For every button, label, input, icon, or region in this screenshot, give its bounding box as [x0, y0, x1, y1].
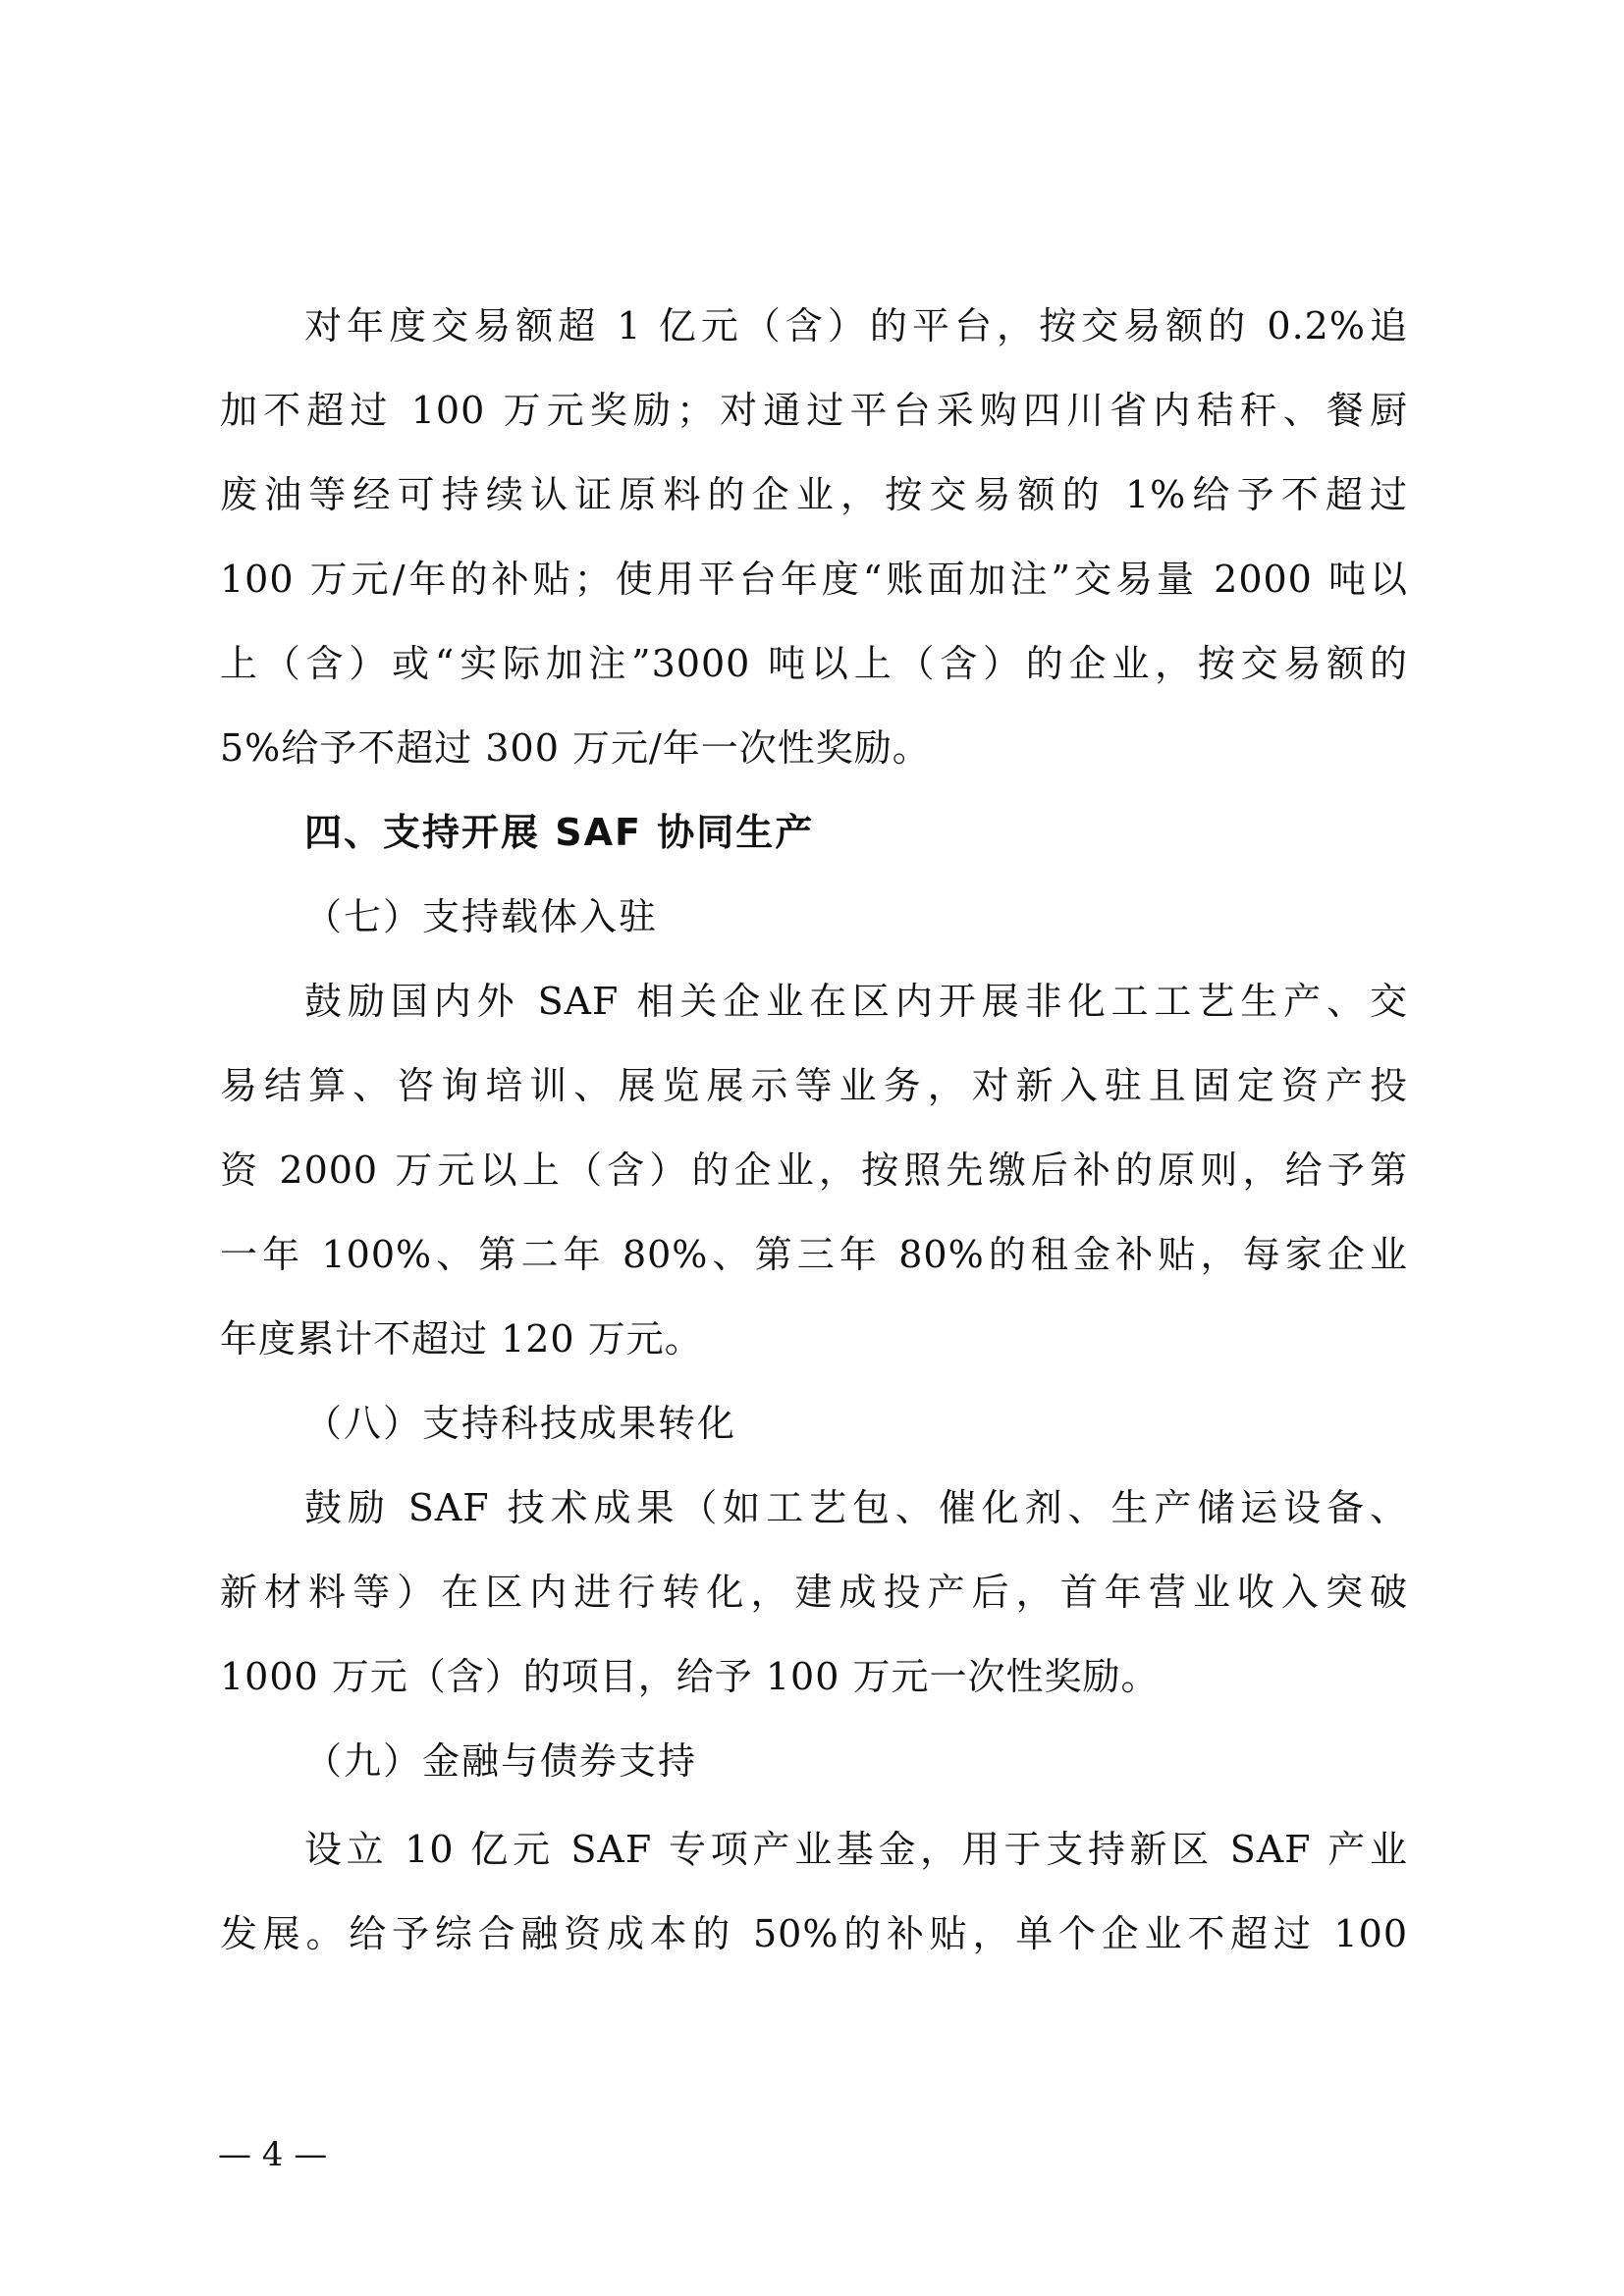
subsection-heading: （九）金融与债券支持 [304, 1739, 698, 1783]
paragraph-line: 一年 100%、第二年 80%、第三年 80%的租金补贴，每家企业 [220, 1233, 1408, 1276]
paragraph-line: 5%给予不超过 300 万元/年一次性奖励。 [220, 726, 931, 770]
paragraph-line: 鼓励国内外 SAF 相关企业在区内开展非化工工艺生产、交 [304, 980, 1408, 1023]
paragraph-line: 年度累计不超过 120 万元。 [220, 1317, 703, 1361]
paragraph-line: 资 2000 万元以上（含）的企业，按照先缴后补的原则，给予第 [220, 1148, 1408, 1192]
paragraph-line: 加不超过 100 万元奖励；对通过平台采购四川省内秸秆、餐厨 [220, 389, 1408, 432]
paragraph-line: 发展。给予综合融资成本的 50%的补贴，单个企业不超过 100 [220, 1912, 1408, 1955]
section-heading: 四、支持开展 SAF 协同生产 [304, 811, 815, 854]
paragraph-line: 设立 10 亿元 SAF 专项产业基金，用于支持新区 SAF 产业 [304, 1828, 1408, 1871]
subsection-heading: （七）支持载体入驻 [304, 895, 659, 938]
paragraph-line: 100 万元/年的补贴；使用平台年度“账面加注”交易量 2000 吨以 [220, 558, 1408, 601]
paragraph-line: 对年度交易额超 1 亿元（含）的平台，按交易额的 0.2%追 [304, 304, 1408, 347]
paragraph-line: 上（含）或“实际加注”3000 吨以上（含）的企业，按交易额的 [220, 642, 1408, 685]
page-number: — 4 — [218, 2135, 328, 2174]
paragraph-line: 1000 万元（含）的项目，给予 100 万元一次性奖励。 [220, 1655, 1160, 1698]
paragraph-line: 新材料等）在区内进行转化，建成投产后，首年营业收入突破 [220, 1571, 1408, 1614]
paragraph-line: 易结算、咨询培训、展览展示等业务，对新入驻且固定资产投 [220, 1064, 1408, 1107]
subsection-heading: （八）支持科技成果转化 [304, 1402, 737, 1445]
paragraph-line: 废油等经可持续认证原料的企业，按交易额的 1%给予不超过 [220, 473, 1408, 516]
paragraph-line: 鼓励 SAF 技术成果（如工艺包、催化剂、生产储运设备、 [304, 1486, 1408, 1529]
